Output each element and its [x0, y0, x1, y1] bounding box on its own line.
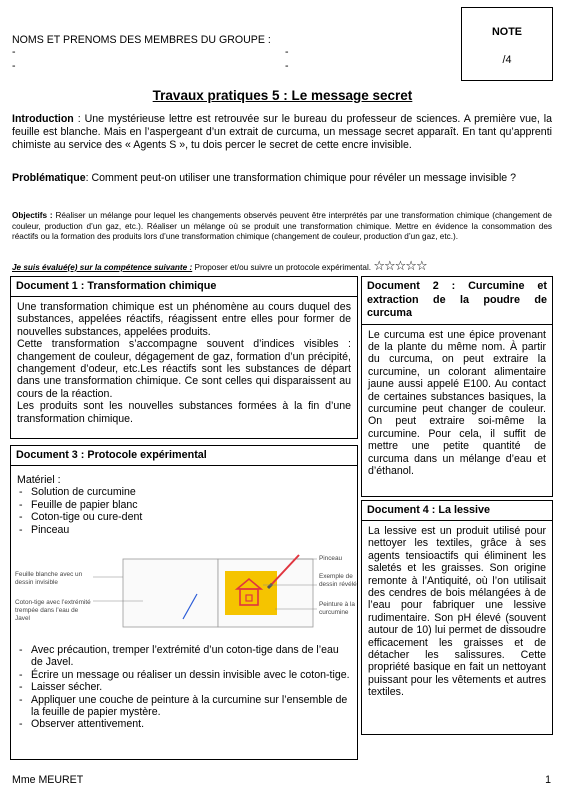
- evaluation-label: Je suis évalué(e) sur la compétence suivante :: [12, 263, 193, 272]
- document-4-title: Document 4 : La lessive: [362, 501, 552, 521]
- list-item: - Feuille de papier blanc: [17, 499, 351, 511]
- figure-drawing: [13, 549, 355, 639]
- evaluation-text: Proposer et/ou suivre un protocole expérimental.: [192, 263, 372, 272]
- document-2-body: Le curcuma est une épice provenant de la plante du même nom. À partir du curcuma, on peut extraire la curcumine, un colorant alimentaire jaune aussi appelé E100. Au contact de certaines substances basiques, la curcumine peut changer de couleur. On peut extraire soi-même la curcumine. Pour cela, il suffit de mettre une petite quantité de curcuma dans un mélange d’eau et d’éthanol.: [368, 328, 546, 477]
- protocol-steps: [11, 644, 359, 735]
- figure-label-brush: Pinceau: [319, 555, 343, 562]
- document-3-body: [11, 466, 357, 540]
- figure-label-sheet: Feuille blanche avec un dessin invisible: [15, 571, 83, 586]
- list-item: - Avec précaution, tremper l’extrémité d’un coton-tige dans de l’eau de Javel.: [17, 644, 353, 669]
- introduction-text: : Une mystérieuse lettre est retrouvée sur le bureau du professeur de sciences. A première vue, la feuille est blanche. Mais en l’aspergeant d’un extrait de curcuma, un message secret apparaît. En tant qu’apprenti chimiste au service des « Agents S », tu dois percer le secret de cette encre invisible.: [12, 113, 552, 152]
- blank-sheet-shape: [123, 559, 218, 627]
- document-4: [361, 500, 553, 735]
- list-item: - Laisser sécher.: [17, 681, 353, 693]
- document-2: [361, 276, 553, 497]
- figure-label-cotton-swab: Coton-tige avec l’extrémité trempée dans l’eau de Javel: [15, 599, 91, 622]
- document-1-body: [11, 297, 357, 429]
- member-dash-3: -: [12, 60, 16, 72]
- footer-author: Mme MEURET: [12, 774, 84, 786]
- introduction-label: Introduction: [12, 113, 74, 125]
- list-item: - Observer attentivement.: [17, 718, 353, 730]
- list-item: - Appliquer une couche de peinture à la curcumine sur l’ensemble de la feuille de papier mystère.: [17, 694, 353, 719]
- list-item: - Solution de curcumine: [17, 486, 351, 498]
- document-1: [10, 276, 358, 439]
- problematique-text: : Comment peut-on utiliser une transformation chimique pour révéler un message invisible ?: [85, 172, 517, 184]
- page-title: Travaux pratiques 5 : Le message secret: [152, 88, 413, 103]
- objectifs-label: Objectifs :: [12, 211, 53, 220]
- figure-label-revealed: Exemple de dessin révélé: [319, 573, 357, 588]
- evaluation: [12, 258, 552, 274]
- note-label: NOTE: [492, 26, 522, 38]
- member-dash-4: -: [285, 60, 289, 72]
- note-box: [461, 7, 553, 81]
- member-dash-1: -: [12, 46, 16, 58]
- protocol-figure: [13, 549, 355, 629]
- document-1-paragraph: Cette transformation s’accompagne souvent d’indices visibles : changement de couleur, dégagement de gaz, formation d’un précipité, changement d’odeur, etc.Les réactifs sont les substances de départ dans une transformation chimique. Ce sont celles qui disparaissent au cours de la réaction.: [17, 338, 351, 400]
- list-item: - Écrire un message ou réaliser un dessin invisible avec le coton-tige.: [17, 669, 353, 681]
- objectifs-text: Réaliser un mélange pour lequel les changements observés peuvent être interprétés par une transformation chimique (changement de couleur, production d’un gaz, etc.). Réaliser un mélange où se produit une transformation chimique. Mettre en évidence la consommation des réactifs ou la formation des produits lors d’une transformation chimique (changement de couleur, production d’un gaz, etc.).: [12, 211, 552, 241]
- introduction: [12, 113, 552, 153]
- figure-label-paint: Peinture à la curcumine: [319, 601, 355, 616]
- document-1-title: Document 1 : Transformation chimique: [11, 277, 357, 297]
- document-3-title: Document 3 : Protocole expérimental: [11, 446, 357, 466]
- problematique-label: Problématique: [12, 172, 86, 184]
- curcuma-paint-shape: [225, 571, 277, 615]
- document-2-title: Document 2 : Curcumine et extraction de la poudre de curcuma: [362, 277, 552, 325]
- materiel-label: Matériel :: [17, 474, 61, 486]
- member-dash-2: -: [285, 46, 289, 58]
- document-1-paragraph: Une transformation chimique est un phénomène au cours duquel des substances, appelées réactifs, réagissent entre elles pour former de nouvelles substances, appelées produits.: [17, 301, 351, 338]
- problematique: [12, 172, 552, 185]
- steps-list: [17, 644, 353, 731]
- objectifs: [12, 211, 552, 243]
- materiel-list: [17, 486, 351, 536]
- rating-stars-icon: ☆☆☆☆☆: [373, 258, 427, 273]
- document-4-body: La lessive est un produit utilisé pour nettoyer les textiles, grâce à ses agents tensioactifs qui éliminent les saletés et les graisses. Son origine remonte à l’Antiquité, où l’on utilisait des cendres de bois mélangées à de l’eau pour fabriquer une lessive rudimentaire. Son pH élevé (souvent autour de 10) lui permet de dissoudre efficacement les graisses et de détacher les salissures. Cette propriété basique en fait un nettoyant puissant pour les vêtements et autres textiles.: [368, 525, 546, 699]
- note-score: /4: [502, 54, 512, 66]
- list-item: - Coton-tige ou cure-dent: [17, 511, 351, 523]
- document-1-paragraph: Les produits sont les nouvelles substances formées à la fin d’une transformation chimique.: [17, 400, 351, 425]
- document-3: [10, 445, 358, 760]
- list-item: - Pinceau: [17, 524, 351, 536]
- page-number: 1: [545, 774, 551, 786]
- members-label: NOMS ET PRENOMS DES MEMBRES DU GROUPE :: [12, 34, 271, 46]
